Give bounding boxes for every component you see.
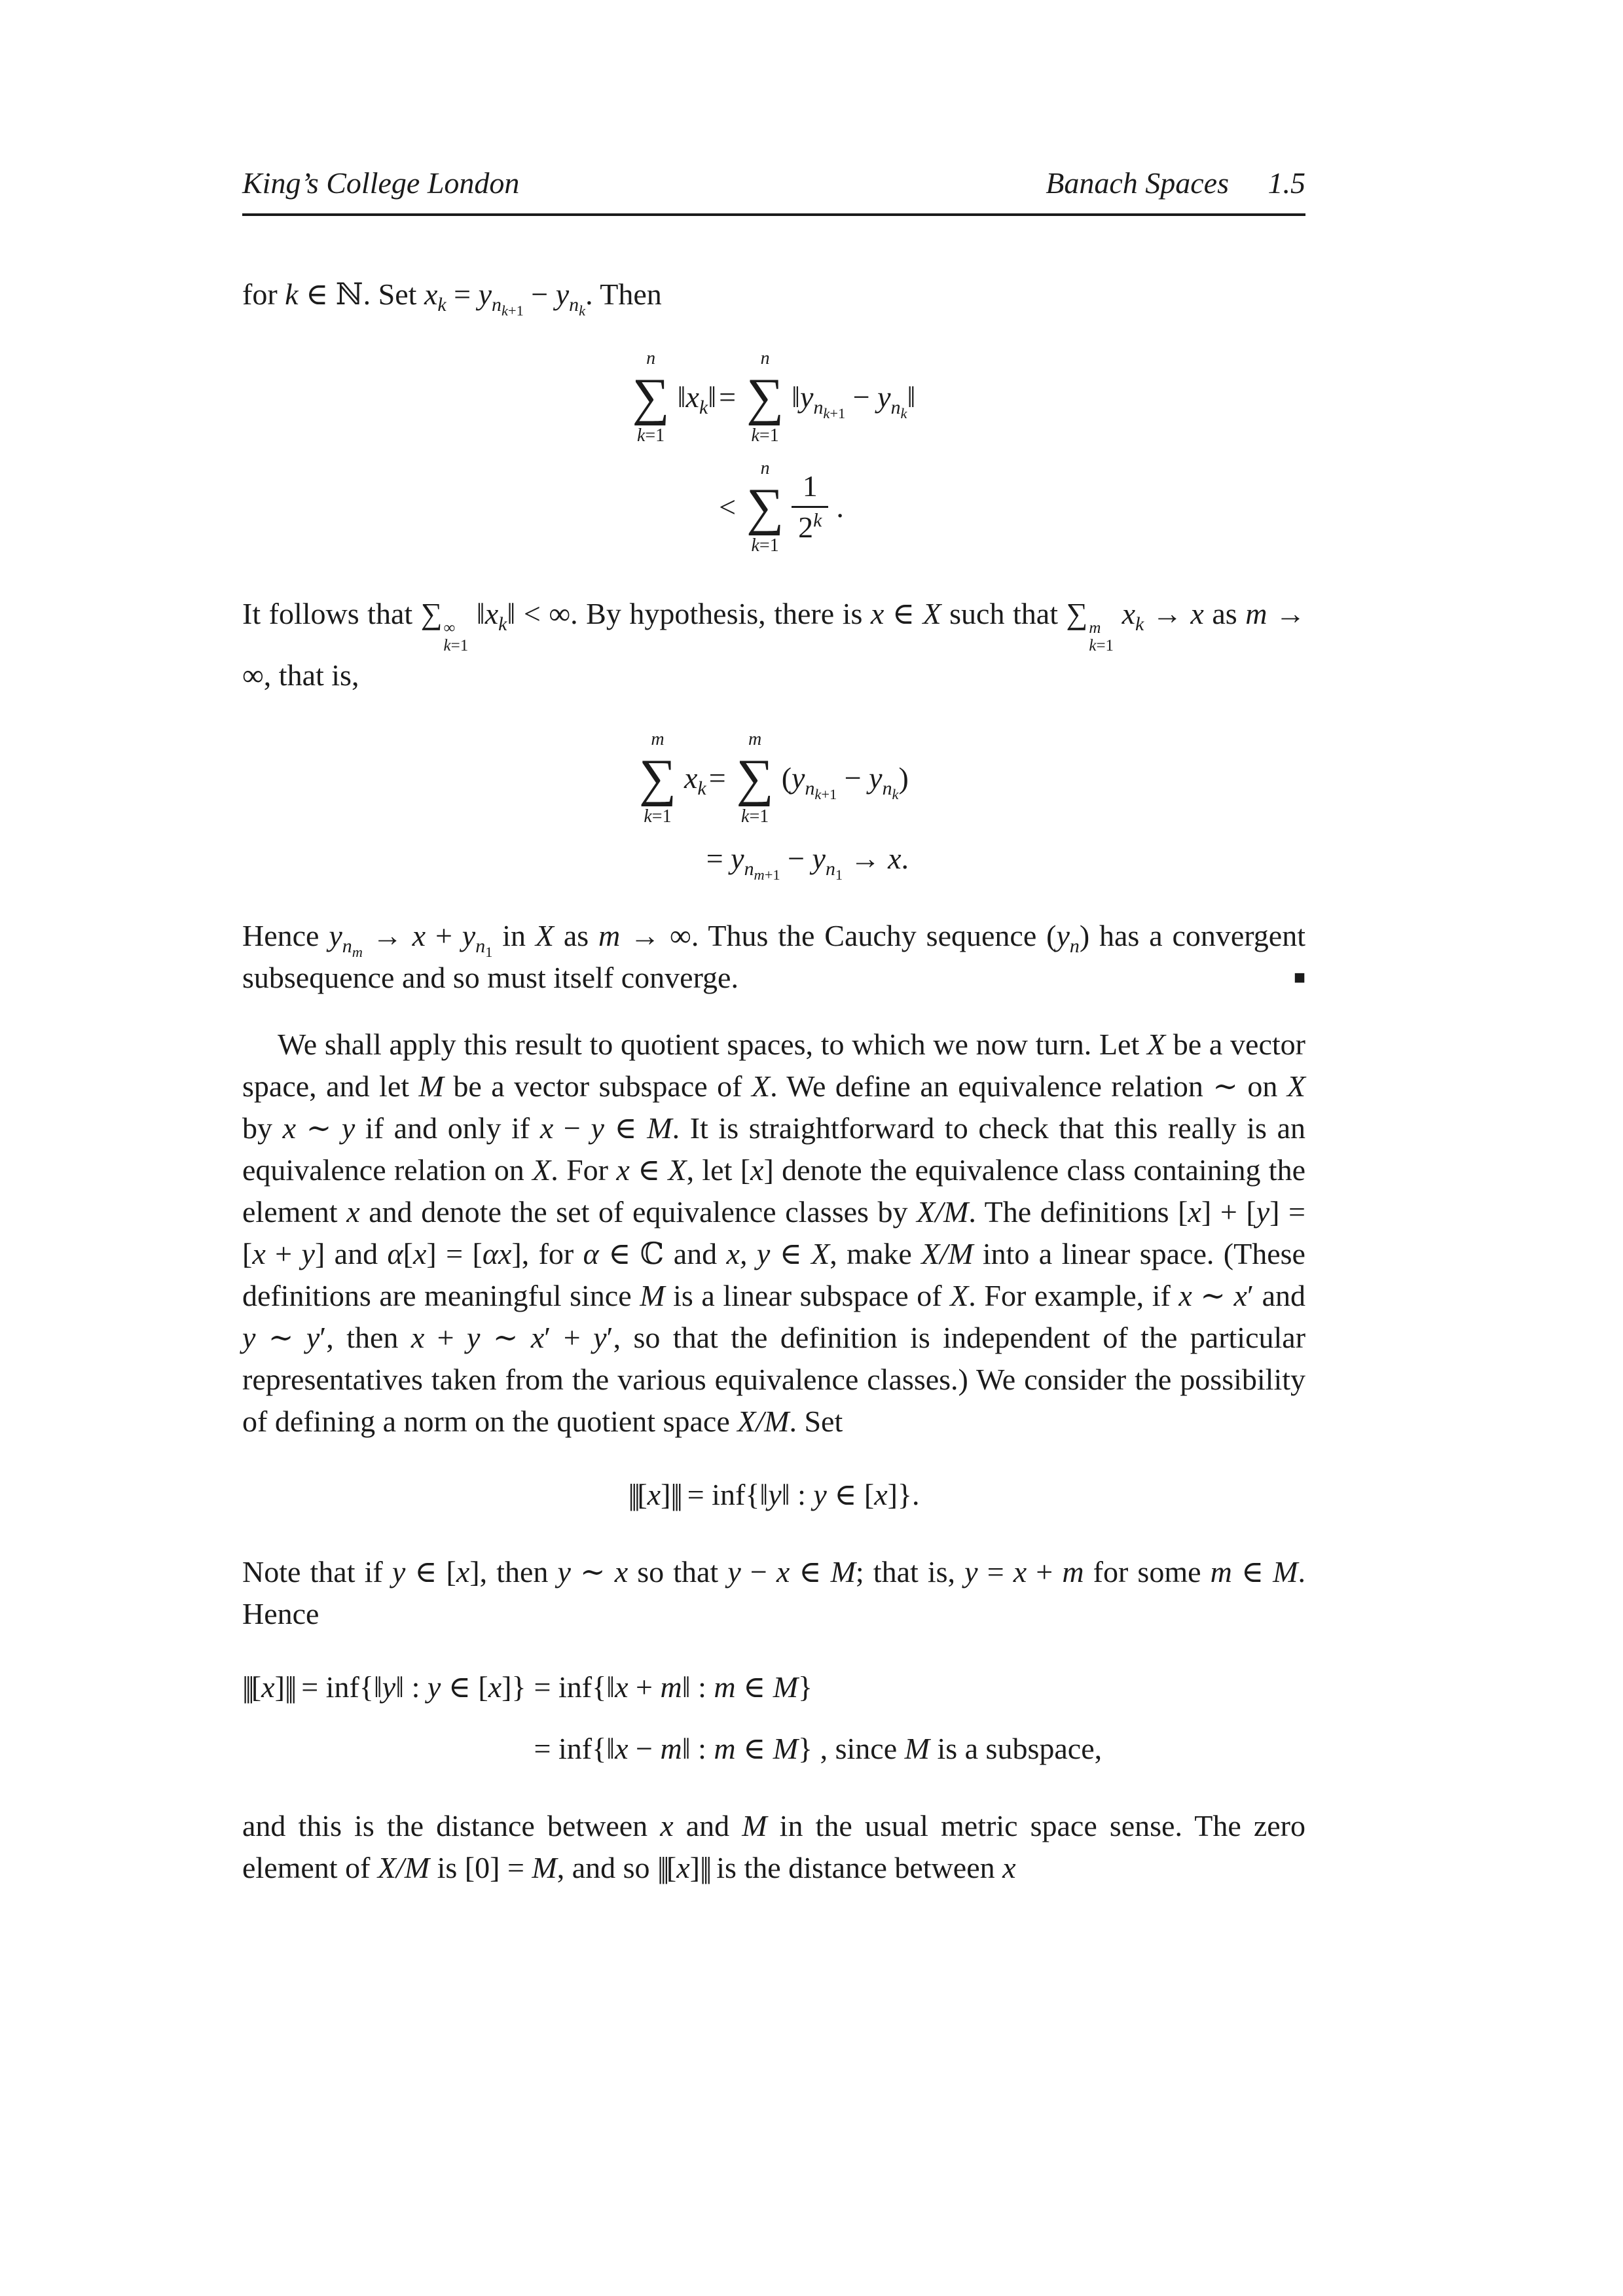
eq1-line2-rhs [716,457,844,558]
summation [737,728,774,829]
sum-lower-limit: k=1 [636,425,665,446]
sum-upper-limit: n [646,348,656,368]
paragraph-5: Note that if y ∈ [x], then y ∼ x so that y − x ∈ M; that is, y = x + m for some m ∈ M. Hence [242,1555,1305,1630]
display-equation-2 [242,728,1305,884]
sum-lower-limit: k=1 [751,425,779,446]
sum-upper-limit: n [760,458,770,478]
summation [639,728,676,829]
fraction [792,470,828,544]
paragraph-4: We shall apply this result to quotient spaces, to which we now turn. Let X be a vector space, and let M be a vector subspace of X. We define an equivalence relation ∼ on X by x ∼ y if and only if x − y ∈ M. It is straightforward to check that this really is an equivalence relation on X. For x ∈ X, let [x] denote the equivalence class containing the element x and denote the set of equivalence classes by X/M. The definitions [x] + [y] = [x + y] and α[x] = [αx], for α ∈ ℂ and x, y ∈ X, make X/M into a linear space. (These definitions are meaningful since M is a linear subspace of X. For example, if x ∼ x′ and y ∼ y′, then x + y ∼ x′ + y′, so that the definition is independent of the particular representatives taken from the various equivalence classes.) We consider the possibility of defining a norm on the quotient space X/M. Set [242,1028,1306,1438]
paragraph-intro: for k ∈ ℕ. Set $x_k = y_{n_{k+1}} - y_{n_k}$. Then [242,278,662,319]
eq2-line2-rhs [706,838,909,884]
display-equation-4 [242,1666,1305,1770]
eq1-line1-lhs [632,347,717,448]
sum-lower-limit: k=1 [751,535,779,556]
paragraph-6: and this is the distance between x and M in the usual metric space sense. The zero element of X/M is [0] = M, and so |||[x]||| is the distance between x [242,1809,1305,1884]
sum-upper-limit: n [760,348,770,368]
display-equation-1 [242,347,1305,558]
summation [746,457,784,558]
sigma-symbol: ∑ [746,368,784,426]
paragraph-2: It follows that ∑ ∞ k=1 $‖x_k‖$ < ∞. By hypothesis, there is x ∈ X such that ∑ m k=1 $x_k \to x$ as m → ∞, that is, [242,597,1305,692]
page-header [242,162,1305,204]
fraction-denominator: 2$^k$ [792,506,828,545]
eq4-line2-right: = inf{‖x − m‖ : m ∈ M} , since M is a subspace, [534,1732,1103,1765]
eq4-line1-right: = inf{‖x + m‖ : m ∈ M} [534,1670,813,1704]
equation-expression: = $y_{n_{m+1}} - y_{n_1} \to x$. [706,842,909,884]
sigma-symbol: ∑ [632,368,670,426]
summation [632,347,670,448]
display-equation-3: |||[x]||| = inf{‖y‖ : y ∈ [x]}. [628,1478,920,1511]
paragraph-3: Hence $y_{n_m} \to x + y_{n_1}$ in X as m → ∞. Thus the Cauchy sequence $(y_n)$ has a convergent subsequence and so must itself converge. ■ [242,919,1305,994]
sum-lower-limit: k=1 [644,806,672,827]
sigma-symbol: ∑ [638,749,676,807]
equation-expression: $‖y_{n_{k+1}}$ − $y_{n_k}‖$ [792,380,916,422]
eq1-line1-rhs [716,347,915,448]
equation-expression: $x_k$ [684,761,706,800]
fraction-numerator: 1 [802,469,818,503]
eq2-line1-rhs [706,728,909,829]
sigma-symbol: ∑ [746,478,784,536]
header-right [1046,162,1305,204]
summation [746,347,784,448]
header-rule [242,213,1305,216]
eq2-line1-lhs [639,728,706,829]
sum-upper-limit: m [651,729,665,749]
sum-upper-limit: m [748,729,762,749]
equals-sign: = [708,761,726,795]
equals-sign: = [719,380,737,414]
equation-expression: $(y_{n_{k+1}} - y_{n_k})$ [781,761,909,803]
header-institution: King’s College London [242,166,520,200]
equation-expression: $‖x_k‖$ [677,380,717,419]
header-section-number: 1.5 [1267,166,1305,200]
header-course-title: Banach Spaces [1046,166,1229,200]
sigma-symbol: ∑ [736,749,774,807]
less-than-sign: < [719,490,737,524]
equation-period: . [836,490,844,524]
eq4-line1-left: |||[x]||| = inf{‖y‖ : y ∈ [x]} [242,1670,526,1704]
sum-lower-limit: k=1 [741,806,769,827]
